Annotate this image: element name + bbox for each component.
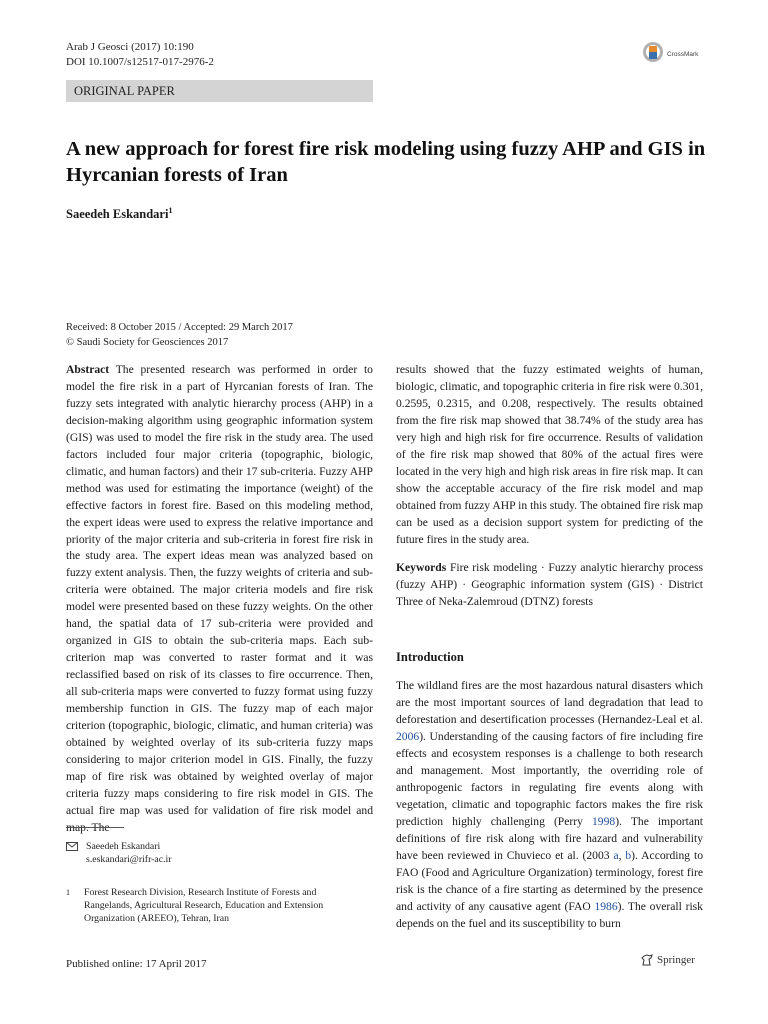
correspondent-email[interactable]: s.eskandari@rifr-ac.ir [86,854,172,865]
published-date: Published online: 17 April 2017 [66,958,207,970]
affiliation-footnote [66,886,356,925]
journal-citation [66,40,214,70]
keywords [396,560,703,611]
introduction-heading: Introduction [396,650,464,665]
keywords-text: Fire risk modeling · Fuzzy analytic hierarchy process (fuzzy AHP) · Geographic information system (GIS) · District Three of Neka-Zalemroud (DTNZ) forests [396,561,703,609]
correspondent-name: Saeedeh Eskandari [86,841,161,852]
crossmark-label: CrossMark [667,50,699,58]
author [66,206,172,222]
citation-link[interactable]: b [625,848,632,862]
keywords-label: Keywords [396,561,447,575]
introduction-paragraph: The wildland fires are the most hazardous natural disasters which are the most important sources of land degradation that lead to deforestation and desertification processes (Hernandez-Leal et al. 2006). Understanding of the causing factors of fire including fire effects and ecosystem responses is a challenge to both research and management. Most importantly, the overriding role of anthropogenic factors in regulating fire events along with vegetation, climatic and topographic factors makes the fire risk prediction highly challenging (Perry 1998). The important definitions of fire risk along with fire hazard and vulnerability have been reviewed in Chuvieco et al. (2003 a, b). According to FAO (Food and Agriculture Organization) terminology, forest fire risk is the chance of a fire starting as determined by the presence and activity of any causative agent (FAO 1986). The overall risk depends on the fuel and its susceptibility to burn [396,679,704,930]
author-affiliation-marker[interactable]: 1 [168,206,173,215]
received-accepted: Received: 8 October 2015 / Accepted: 29 March 2017 [66,322,293,333]
author-name[interactable]: Saeedeh Eskandari [66,207,169,222]
springer-horse-icon [640,953,654,967]
citation-link[interactable]: 1986 [594,899,618,913]
right-column [396,362,703,933]
citation-link[interactable]: a [613,848,619,862]
affiliation-text: Forest Research Division, Research Institute of Forests and Rangelands, Agricultural Research, Education and Extension Organization (AREEO), Tehran, Iran [84,887,324,924]
journal-line: Arab J Geosci (2017) 10:190 [66,41,194,53]
publisher-name: Springer [657,954,695,966]
correspondence-footnote [66,840,172,866]
crossmark-icon [642,41,664,67]
paper-type-banner: ORIGINAL PAPER [66,80,373,102]
abstract-paragraph [66,362,373,837]
abstract-column-left [66,362,373,834]
article-dates [66,320,293,350]
abstract-continued: results showed that the fuzzy estimated weights of human, biologic, climatic, and topographic criteria in fire risk were 0.301, 0.2595, 0.2315, and 0.208, respectively. The results obtained from the fire risk map showed that 38.74% of the study area has very high and high risk for fire occurrence. Results of validation of the fire risk map showed that 80% of the actual fires were located in the very high and high risk areas in fire risk map. It can show the acceptable accuracy of the fire risk model and map obtained from fuzzy AHP in this study. The obtained fire risk map can be used as a decision support system for predicting of the future fires in the study area. [396,363,703,546]
abstract-text: The presented research was performed in order to model the fire risk in a part of Hyrcanian forests of Iran. The fuzzy sets integrated with analytic hierarchy process (AHP) in a decision-making algorithm using geographic information system (GIS) was used to model the fire risk in the study area. The used factors included four major criteria (topographic, biologic, climatic, and human factors) and their 17 sub-criteria. Fuzzy AHP method was used for estimating the importance (weight) of the effective factors in forest fire. Based on this modeling method, the expert ideas were used to express the relative importance and priority of the major criteria and sub-criteria in forest fire risk in the study area. The expert ideas mean was analyzed based on fuzzy extent analysis. Then, the fuzzy weights of criteria and sub-criteria were obtained. The major criteria models and fire risk model were presented based on these fuzzy weights. On the other hand, the spatial data of 17 sub-criteria were provided and organized in GIS to obtain the sub-criteria maps. Each sub-criterion map was converted to raster format and it was reclassified based on risk of its classes to fire occurrence. Then, all sub-criteria maps were converted to fuzzy format using fuzzy membership function in GIS. The fuzzy map of each major criterion (topographic, biologic, climatic, and human criteria) was obtained by weighted overlay of its sub-criteria fuzzy maps considering to major criterion model in GIS. Finally, the fuzzy map of fire risk was obtained by weighted overlay of major criteria fuzzy maps considering to fire risk model in GIS. The actual fire map was used for validation of fire risk model and map. The [66,363,373,834]
envelope-icon [66,842,78,851]
footnote-divider [66,827,124,828]
publisher-logo [640,953,695,967]
article-title: A new approach for forest fire risk modeling using fuzzy AHP and GIS in Hyrcanian forests of Iran [66,138,706,186]
affiliation-number: 1 [66,888,70,897]
copyright: © Saudi Society for Geosciences 2017 [66,337,229,348]
doi-line[interactable]: DOI 10.1007/s12517-017-2976-2 [66,56,214,68]
citation-link[interactable]: 1998 [592,814,616,828]
citation-link[interactable]: 2006 [396,730,420,744]
abstract-label: Abstract [66,363,110,376]
crossmark-badge[interactable] [642,40,708,68]
